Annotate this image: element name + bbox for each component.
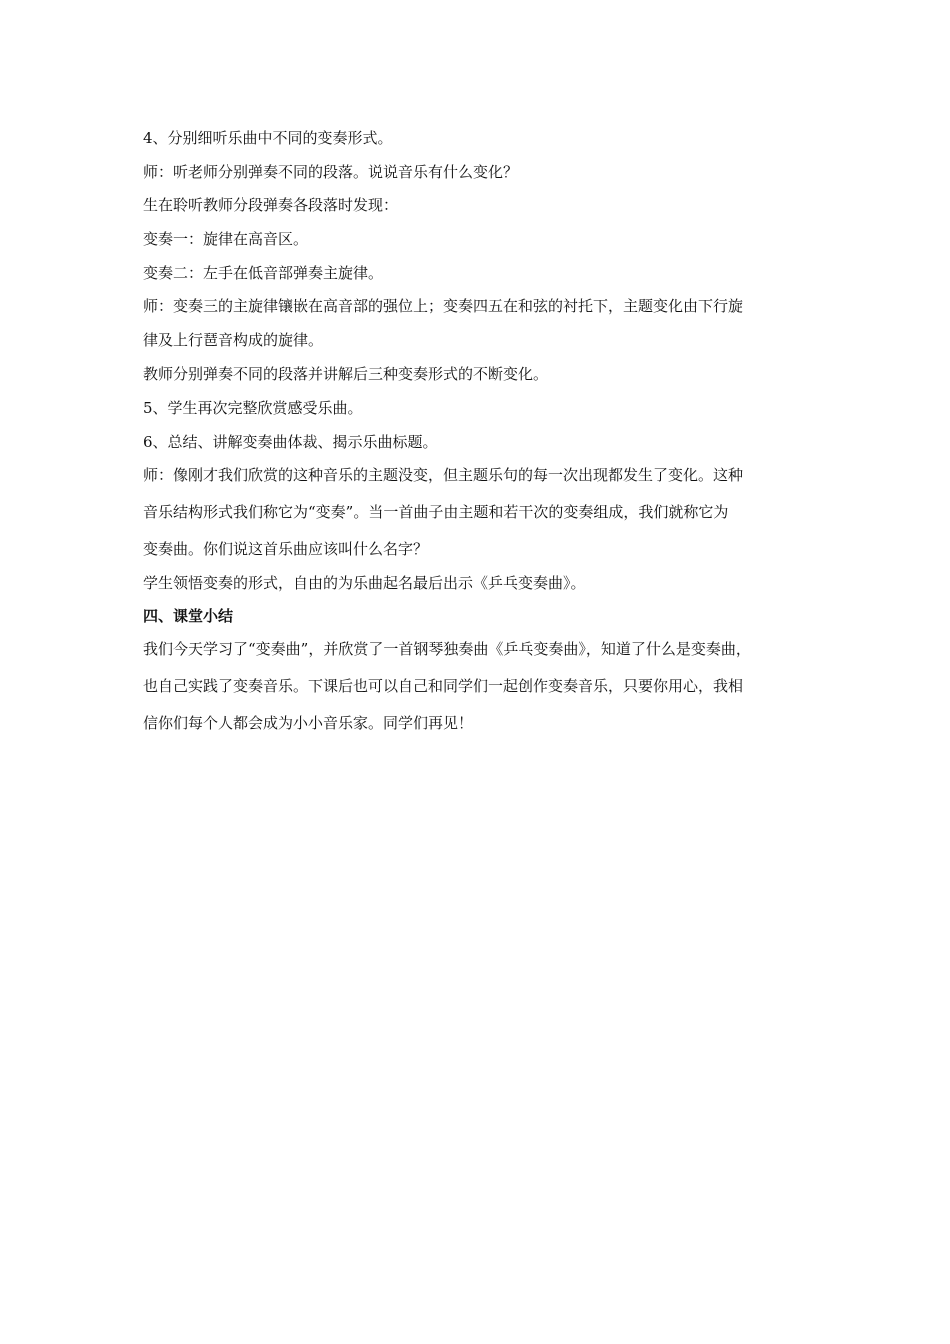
- paragraph-step-4: 4、分别细听乐曲中不同的变奏形式。: [143, 129, 393, 147]
- paragraph-teacher-variation-3-line-2: 律及上行琶音构成的旋律。: [143, 331, 324, 349]
- paragraph-teacher-variation-3-line-1: 师：变奏三的主旋律镶嵌在高音部的强位上；变奏四五在和弦的衬托下，主题变化由下行旋: [143, 297, 744, 315]
- paragraph-step-5: 5、学生再次完整欣赏感受乐曲。: [143, 399, 363, 417]
- paragraph-teacher-summary-line-3: 变奏曲。你们说这首乐曲应该叫什么名字？: [143, 540, 429, 558]
- paragraph-variation-1: 变奏一：旋律在高音区。: [143, 230, 309, 248]
- paragraph-closing-line-2: 也自己实践了变奏音乐。下课后也可以自己和同学们一起创作变奏音乐，只要你用心，我相: [143, 677, 744, 695]
- paragraph-student-finding: 生在聆听教师分段弹奏各段落时发现：: [143, 196, 399, 214]
- paragraph-step-6: 6、总结、讲解变奏曲体裁、揭示乐曲标题。: [143, 433, 438, 451]
- paragraph-teacher-question: 师：听老师分别弹奏不同的段落。说说音乐有什么变化？: [143, 163, 519, 181]
- paragraph-closing-line-1: 我们今天学习了“变奏曲”，并欣赏了一首钢琴独奏曲《乒乓变奏曲》，知道了什么是变奏曲，: [143, 640, 751, 658]
- paragraph-teacher-summary-line-1: 师：像刚才我们欣赏的这种音乐的主题没变，但主题乐句的每一次出现都发生了变化。这种: [143, 466, 744, 484]
- paragraph-variation-2: 变奏二：左手在低音部弹奏主旋律。: [143, 264, 384, 282]
- paragraph-teacher-explains: 教师分别弹奏不同的段落并讲解后三种变奏形式的不断变化。: [143, 365, 549, 383]
- paragraph-teacher-summary-line-2: 音乐结构形式我们称它为“变奏”。当一首曲子由主题和若干次的变奏组成，我们就称它为: [143, 503, 729, 521]
- paragraph-student-naming: 学生领悟变奏的形式，自由的为乐曲起名最后出示《乒乓变奏曲》。: [143, 574, 586, 592]
- paragraph-closing-line-3: 信你们每个人都会成为小小音乐家。同学们再见！: [143, 714, 474, 732]
- section-heading-summary: 四、课堂小结: [143, 607, 234, 625]
